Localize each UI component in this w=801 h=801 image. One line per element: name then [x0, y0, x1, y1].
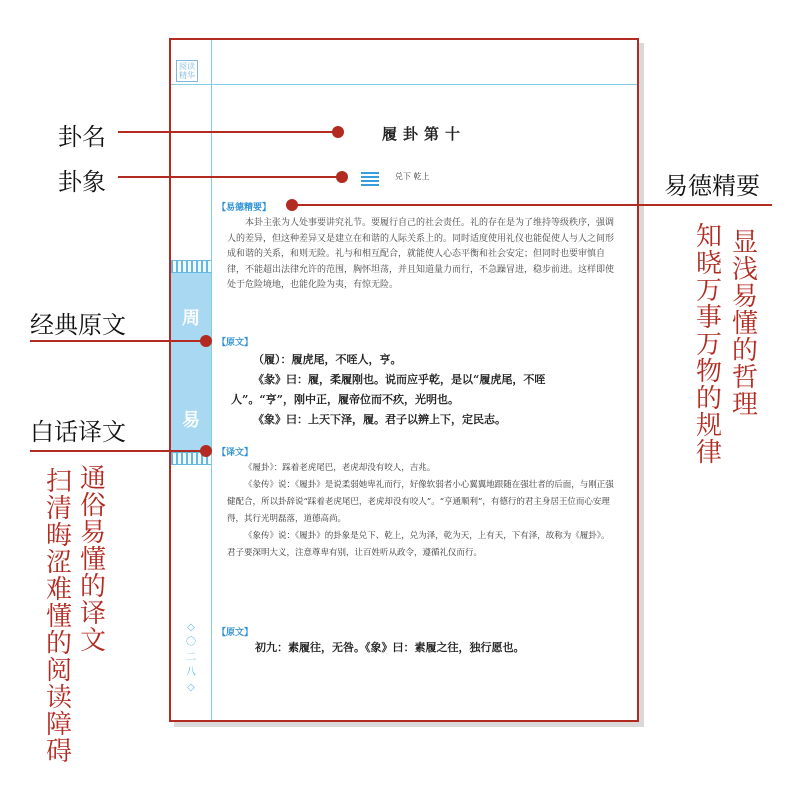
essence-text [227, 216, 619, 294]
seal-stamp: 阅读精华 [176, 60, 198, 82]
section-head-original-2: 【原文】 [217, 628, 254, 638]
callout-dot [200, 445, 212, 457]
original-text [231, 350, 551, 430]
note-right-col2: 知晓万事万物的规律 [695, 222, 722, 468]
note-right-col1: 显浅易懂的哲理 [731, 228, 758, 420]
section-head-translation: 【译文】 [217, 448, 254, 458]
original-line: 《象》曰：上天下泽，履。君子以辨上下，定民志。 [253, 413, 506, 426]
original-line: （履）：履虎尾，不咥人，亨。 [253, 353, 402, 366]
callout-label-gua-xiang: 卦象 [58, 168, 106, 196]
header-horizontal-rule [171, 84, 637, 85]
callout-dot [336, 171, 348, 183]
callout-label-bai-hua: 白话译文 [30, 418, 126, 446]
note-left-col1: 通俗易懂的译文 [79, 464, 106, 656]
callout-dot [332, 126, 344, 138]
page-number-diamond-icon: ◇ [187, 622, 195, 633]
translation-line: 《履卦》：踩着老虎尾巴，老虎却没有咬人，吉兆。 [244, 463, 436, 473]
section-head-original: 【原文】 [217, 338, 254, 348]
essence-paragraph: 本卦主张为人处事要讲究礼节。要履行自己的社会责任。礼的存在是为了维持等级秩序，强调人的差异，但这种差异又是建立在和谐的人际关系上的。同时适度使用礼仪也能促使人与人之间形成和谐的关系，和则无险。礼与和相互配合，就能使人心态平衡和社会安定；但同时也要审慎自律，不能超出法律允许的范围，胸怀坦荡，并且知道量力而行，不急躁冒进，稳步前进。这样即使处于危险境地，也能化险为夷，有惊无险。 [227, 218, 615, 290]
band-char-yi: 易 [182, 410, 200, 431]
callout-line [292, 204, 772, 206]
original-line: 《彖》曰：履，柔履刚也。说而应乎乾，是以“履虎尾，不咥人”。“亨”，刚中正，履帝位而不疚，光明也。 [231, 373, 546, 406]
original-line: 初九：素履往，无咎。《象》曰：素履之往，独行愿也。 [255, 641, 525, 654]
hexagram-title: 履卦第十 [381, 125, 466, 143]
hexagram-symbol-icon [361, 172, 379, 188]
page-number-digit: 八 [186, 667, 196, 678]
section-head-essence: 【易德精要】 [217, 203, 272, 213]
callout-line [118, 131, 333, 133]
page-number-digit: 二 [186, 652, 196, 663]
page-number-digit: 〇 [186, 637, 196, 648]
page-number-diamond-icon: ◇ [187, 682, 195, 693]
callout-label-jing-dian: 经典原文 [30, 311, 126, 339]
callout-line [30, 450, 208, 452]
note-left-col2: 扫清晦涩难懂的阅读障碍 [45, 467, 72, 767]
callout-label-gua-ming: 卦名 [58, 123, 106, 151]
side-band [171, 260, 211, 465]
band-char-zhou: 周 [182, 308, 200, 329]
page-number [171, 620, 211, 695]
callout-line [30, 340, 208, 342]
book-page [169, 38, 639, 722]
callout-dot [286, 199, 298, 211]
callout-label-yi-de: 易德精要 [664, 172, 760, 200]
translation-line: 《象传》说：《履卦》的卦象是兑下、乾上，兑为泽，乾为天，上有天，下有泽，故称为《履卦》。君子要深明大义，注意尊卑有别，让百姓听从政令，遵循礼仪而行。 [227, 531, 610, 558]
hexagram-trigrams: 兑下 乾上 [395, 172, 430, 181]
fret-pattern-top [171, 260, 211, 273]
translation-text [227, 460, 617, 562]
callout-dot [200, 335, 212, 347]
translation-line: 《彖传》说：《履卦》是说柔弱她卑礼而行，好像软弱者小心翼翼地跟随在强壮者的后面，与刚正强健配合，所以卦辞说“踩着老虎尾巴，老虎却没有咬人”。“亨通顺利”，有德行的君主身居王位而心安理得，其行光明磊落，道德高尚。 [227, 480, 614, 524]
callout-line [118, 176, 338, 178]
original-text-2 [233, 638, 533, 658]
